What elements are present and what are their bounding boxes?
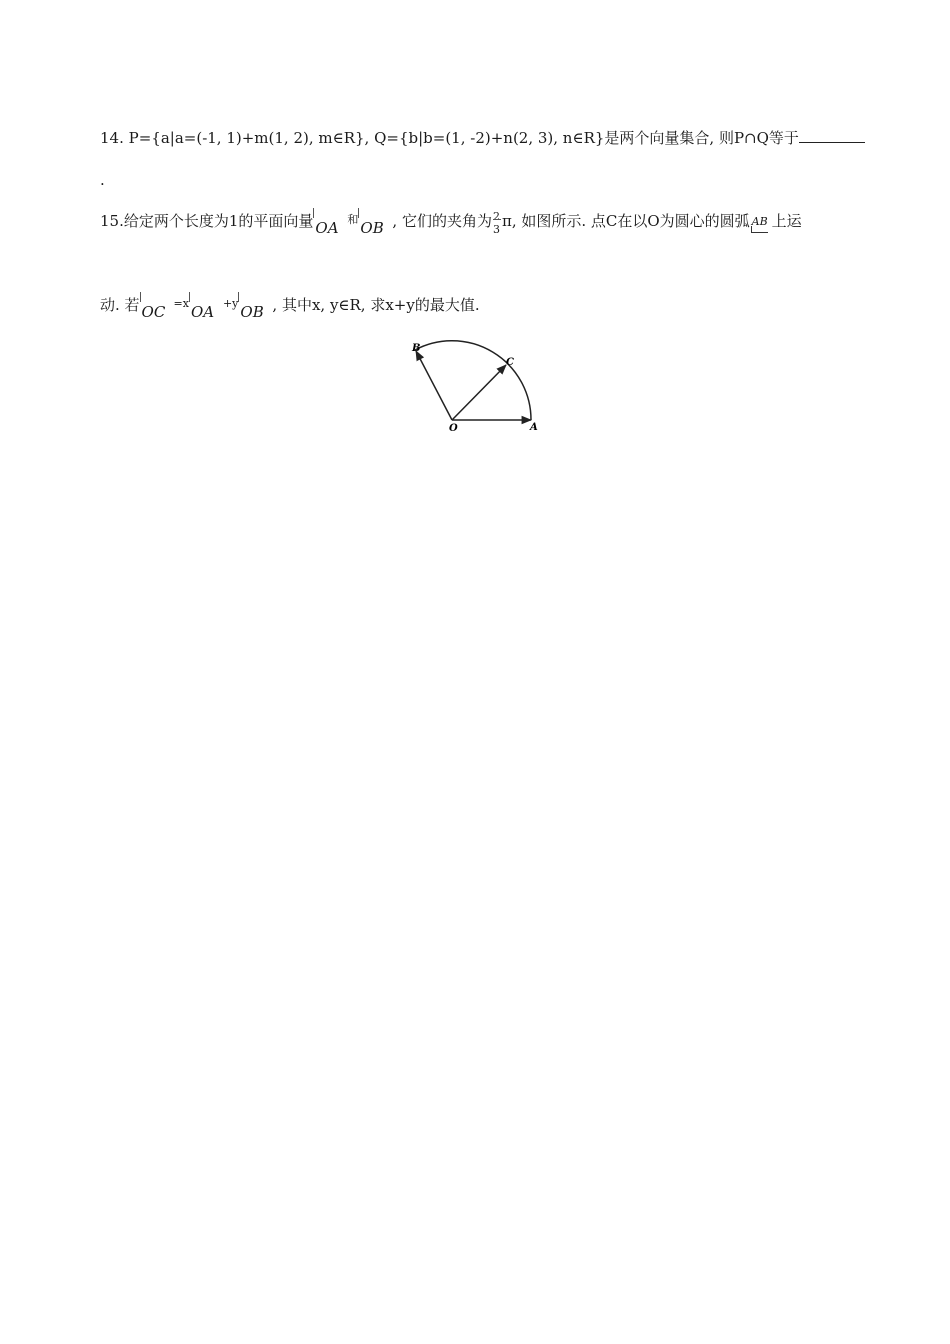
vector-oc-arrow [452,365,506,420]
pi-symbol: π [501,212,512,230]
question-15-line-1 [100,206,802,237]
plus-y: +y [222,297,239,310]
label-o: O [449,423,458,434]
vector-oa-2-label: OA [190,303,215,321]
question-15-line-2 [100,290,480,321]
q15b-text-2: , 其中x, y∈R, 求x+y的最大值. [272,296,480,314]
label-a: A [530,422,538,433]
vector-ob-2-label: OB [240,303,264,321]
label-c: C [506,357,514,368]
vector-ob-2 [238,290,272,321]
fraction-denominator: 3 [492,223,500,236]
vector-oa [313,206,347,237]
vector-ob-label: OB [360,219,384,237]
fraction-numerator: 2 [492,210,500,223]
eq-x: =x [173,297,189,310]
vector-oc [140,290,174,321]
arc-ab-label: AB [751,215,768,228]
q15-text-3: , 如图所示. 点C在以O为圆心的圆弧 [511,212,750,230]
label-b: B [412,343,421,354]
q15b-text-1: 动. 若 [100,296,140,314]
vector-oc-label: OC [141,303,166,321]
arc-ab [750,206,772,226]
q15-and: 和 [347,213,359,226]
q15-text-2: , 它们的夹角为 [392,212,492,230]
vector-ob [358,206,392,237]
q15-text-4: 上运 [771,212,802,230]
question-14-period [100,170,105,190]
arc-ab-curve [415,341,531,420]
fraction-two-thirds [492,206,502,236]
vector-oa-label: OA [315,219,339,237]
question-14 [100,128,865,148]
period: . [100,171,105,189]
q15-text-1: 15.给定两个长度为1的平面向量 [100,212,314,230]
question-14-text: 14. P={a|a=(-1, 1)+m(1, 2), m∈R}, Q={b|b=(1, -2)+n(2, 3), n∈R}是两个向量集合, 则P∩Q等于 [100,129,799,147]
vector-arc-figure [405,338,550,438]
vector-ob-arrow [416,351,452,420]
vector-oa-2 [189,290,223,321]
answer-blank [799,128,865,143]
